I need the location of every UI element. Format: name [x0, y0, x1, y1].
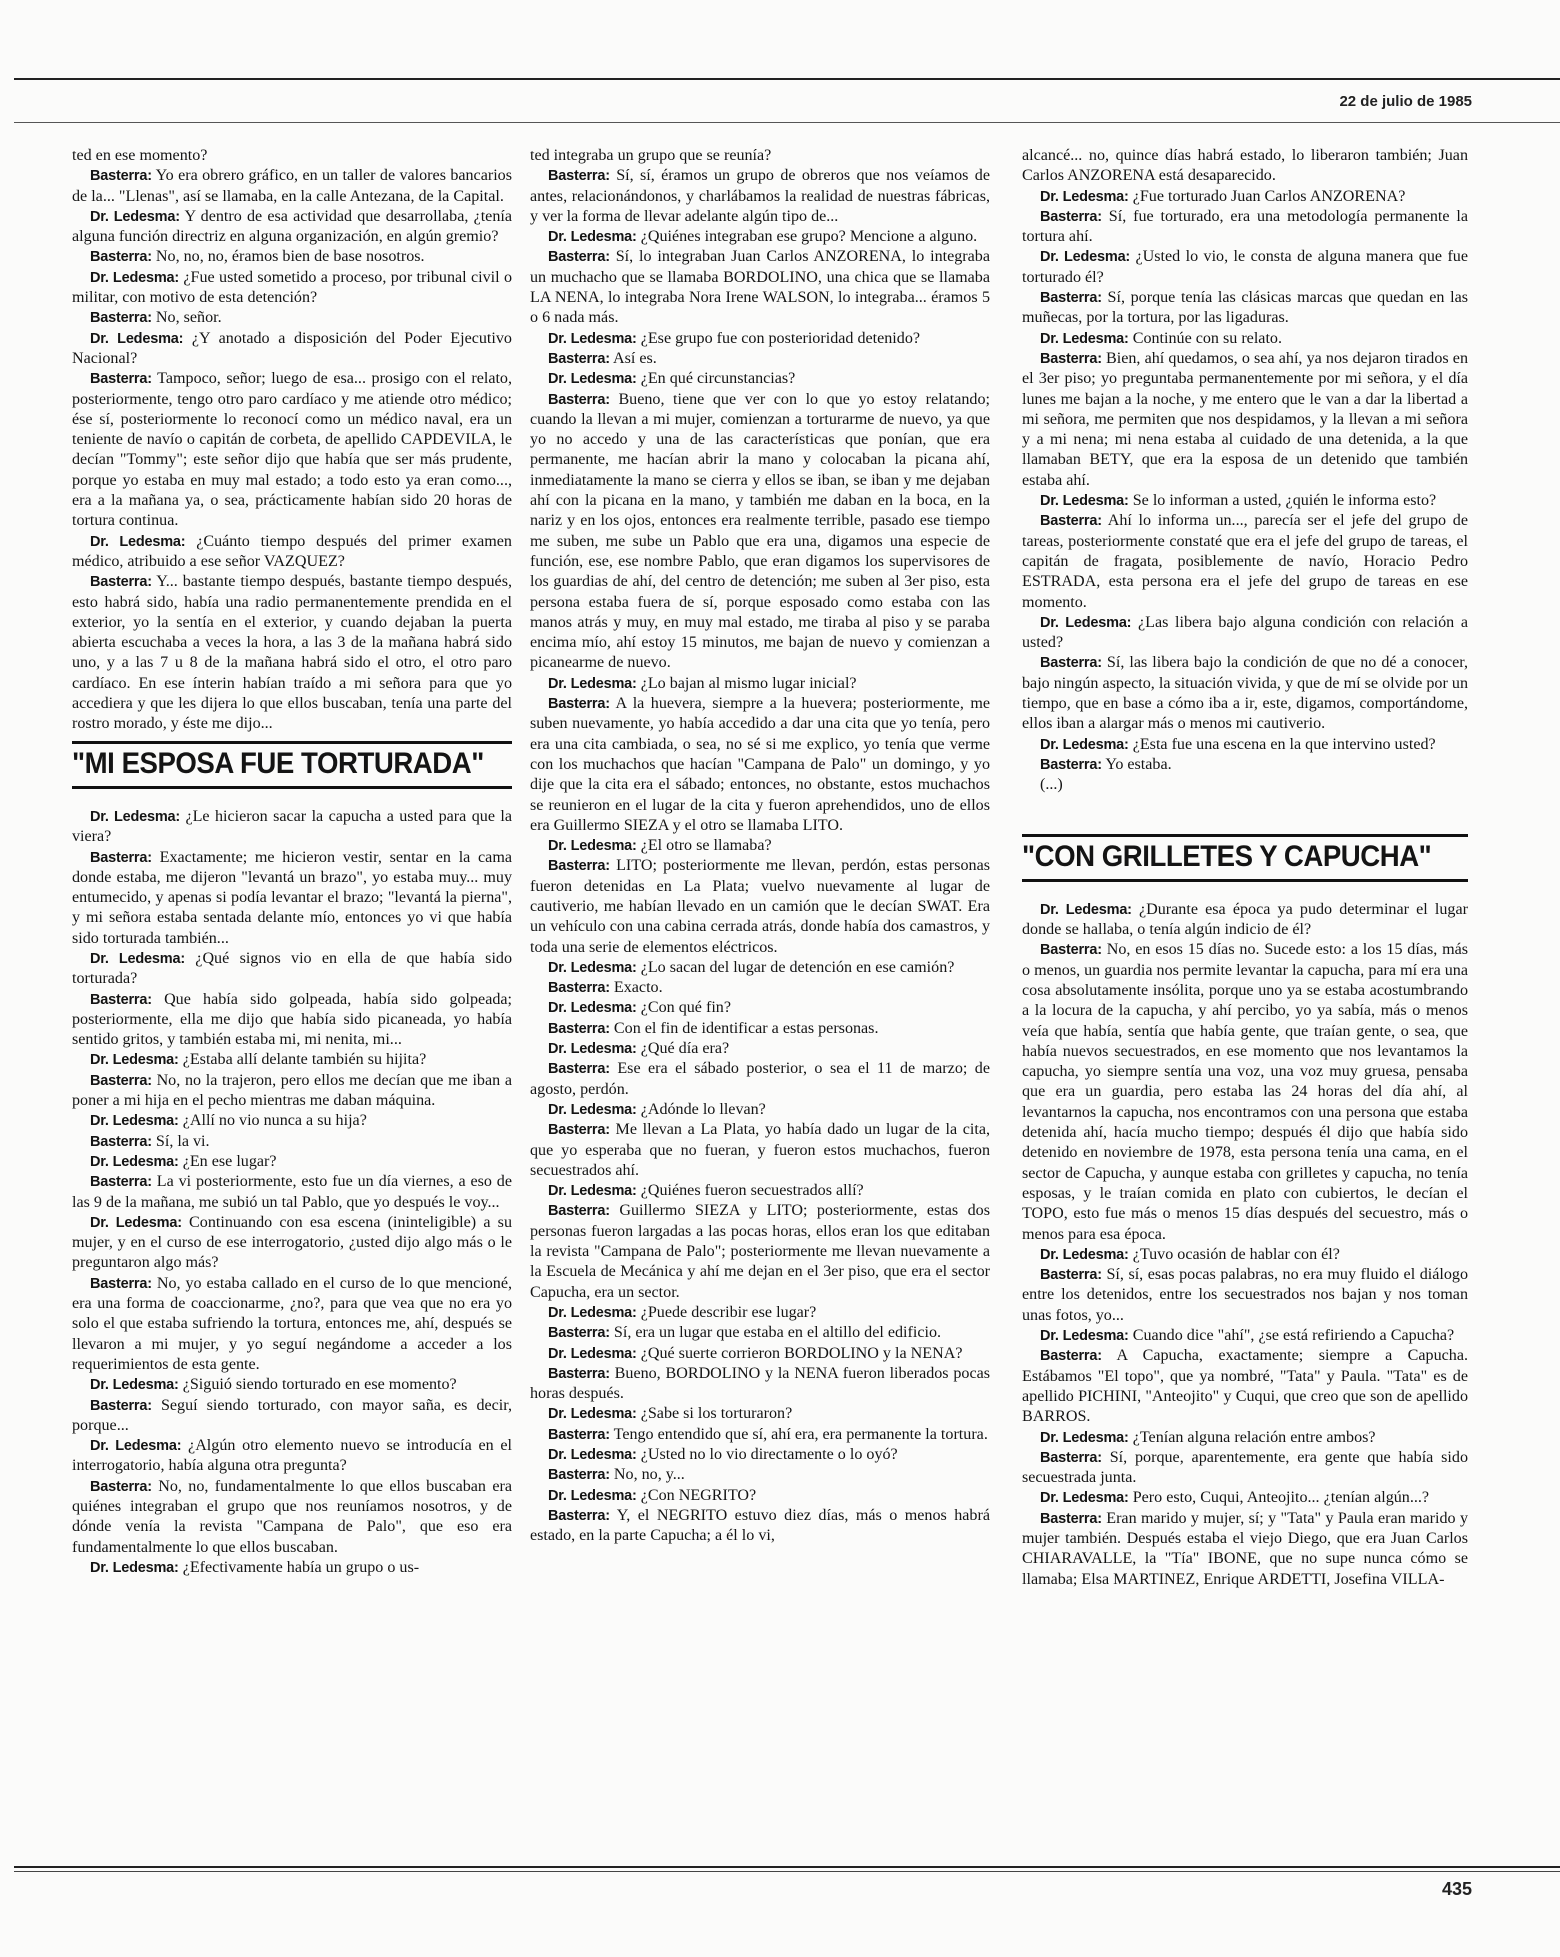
paragraph: Basterra: Exacto. [548, 979, 663, 997]
paragraph: Dr. Ledesma: ¿Con NEGRITO? [548, 1486, 757, 1504]
bottom-rule-thin [14, 1871, 1560, 1872]
column-3 [1022, 146, 1468, 1590]
paragraph: Dr. Ledesma: ¿Le hicieron sacar la capucha a usted para que la viera? [72, 807, 512, 846]
paragraph: Basterra: Yo estaba. [1040, 755, 1172, 773]
paragraph: Dr. Ledesma: ¿Quiénes fueron secuestrados allí? [548, 1182, 864, 1200]
paragraph: Basterra: Tampoco, señor; luego de esa... prosigo con el relato, posteriormente, tengo otro paro cardíaco y me atiende otro médico; ése sí, posteriormente lo reconocí como un médico naval, era un teniente de navío o capitán de corbeta, de apellido CAPDEVILA, le decían "Tommy"; este señor dijo que había que ser más prudente, porque yo estaba en muy mal estado; a todo esto ya eran como..., era a la mañana ya, o sea, prácticamente habían sido 20 horas de tortura continua. [72, 370, 512, 530]
paragraph: ted en ese momento? [72, 147, 208, 164]
paragraph: Basterra: Eran marido y mujer, sí; y "Tata" y Paula eran marido y mujer también. Después estaba el viejo Diego, que era Juan Carlos CHIARAVALLE, la "Tía" IBONE, que no supe nunca cómo se llamaba; Elsa MARTINEZ, Enrique ARDETTI, Josefina VILLA- [1022, 1509, 1469, 1588]
paragraph: Dr. Ledesma: ¿Esta fue una escena en la que intervino usted? [1040, 735, 1436, 753]
paragraph: Basterra: Que había sido golpeada, había sido golpeada; posteriormente, ella me dijo que había sido picaneada, yo había sentido gritos, y también estaba mi, mi nenita, mi... [72, 990, 512, 1049]
speaker-basterra: Basterra: [90, 574, 152, 591]
paragraph: Dr. Ledesma: ¿Cuánto tiempo después del primer examen médico, atribuido a ese señor VAZQUEZ? [72, 532, 512, 570]
paragraph: Dr. Ledesma: ¿Con qué fin? [548, 999, 731, 1017]
paragraph: Basterra: Bueno, tiene que ver con lo que yo estoy relatando; cuando la llevan a mi mujer, comienzan a torturarme de nuevo, ya que yo no accedo y una de las características que ponían, que era permanente, me hacían abrir la mano y colocaban la picana ahí, inmediatamente la mano se cierra y ellos se iban, se iban y me dejaban ahí con la picana en la mano, y también me daban en la boca, en la nariz y en los ojos, entonces era realmente terrible, pasado ese tiempo me suben, me sube un Pablo que era una, digamos una especie de función, ese, ese nombre Pablo, que eran digamos los supervisores de los guardias de ahí, del centro de detención; me suben al 3er piso, esta persona estaba fuera de sí, porque esposado como estaba con las manos atrás y muy, en muy mal estado, me tiraba al piso y se paraba encima mío, ahí estoy 15 minutos, me bajan de nuevo y comienzan a picanearme de nuevo. [530, 390, 990, 672]
section-heading: "MI ESPOSA FUE TORTURADA" [72, 746, 484, 780]
paragraph: Dr. Ledesma: ¿Qué día era? [548, 1040, 730, 1058]
paragraph: Basterra: Sí, era un lugar que estaba en el altillo del edificio. [548, 1324, 942, 1342]
paragraph: Basterra: Seguí siendo torturado, con mayor saña, es decir, porque... [72, 1396, 512, 1434]
speaker-basterra: Basterra: [90, 371, 152, 388]
paragraph: Dr. Ledesma: ¿Siguió siendo torturado en ese momento? [90, 1376, 457, 1394]
paragraph: Basterra: No, no, no, éramos bien de base nosotros. [90, 248, 425, 266]
paragraph: Basterra: Yo era obrero gráfico, en un taller de valores bancarios de la... "Llenas", así se llamaba, en la calle Antezana, de la Capital. [72, 167, 512, 205]
section-heading: "CON GRILLETES Y CAPUCHA" [1022, 839, 1432, 873]
paragraph: Dr. Ledesma: ¿Puede describir ese lugar? [548, 1303, 817, 1321]
paragraph: Basterra: Sí, las libera bajo la condición de que no dé a conocer, bajo ningún aspecto, la situación vivida, y que de mí se olvide por un tiempo, que en base a cómo iba a ir, este, digamos, comportándome, ellos iban a alargar más o menos mi cautiverio. [1022, 654, 1468, 733]
paragraph: Basterra: Ese era el sábado posterior, o sea el 11 de marzo; de agosto, perdón. [530, 1060, 990, 1098]
paragraph: Dr. Ledesma: ¿Allí no vio nunca a su hija? [90, 1112, 367, 1130]
paragraph: Basterra: A Capucha, exactamente; siempre a Capucha. Estábamos "El topo", que ya nombré, "Tata" y Paula. "Tata" es de apellido PICHINI, "Anteojito" y Cuqui, que creo que son de apellido BARROS. [1022, 1347, 1469, 1426]
paragraph: Basterra: No, en esos 15 días no. Sucede esto: a los 15 días, más o menos, un guardia nos permite levantar la capucha, para mí era una cosa absolutamente insólita, porque uno ya se estaba acostumbrando a la locura de la capucha, y ahí percibo, yo ya sabía, más o menos veía que había, sentía que había gente, que traían gente, o sea, que había nuevos secuestrados, en ese momento que nos levantamos la capucha, yo siempre sentía una voz, una voz muy gruesa, pensaba que era un guardia, pero estaba las 24 horas del día ahí, al levantarnos la capucha, nos encontramos con una persona que estaba detenida ahí, hacía mucho tiempo; después él dijo que había sido detenido en noviembre de 1978, esta persona tenía una cama, en el sector de Capucha, y aunque estaba con grilletes y capucha, no tenía esposas, y le traían comida en plato con cubiertos, le decían el TOPO, esto fue más o menos 15 días después del secuestro, más o menos para esa época. [1022, 941, 1468, 1243]
paragraph: (...) [1040, 776, 1063, 794]
paragraph: Dr. Ledesma: ¿Usted lo vio, le consta de alguna manera que fue torturado él? [1022, 248, 1468, 286]
paragraph: Basterra: No, yo estaba callado en el curso de lo que mencioné, era una forma de coaccionarme, ¿no?, para que vea que no era yo solo el que estaba sufriendo la tortura, entonces me, ahí, después se llevaron a mi mujer, y yo seguí negándome a acceder a los requerimientos de esta gente. [72, 1274, 512, 1373]
paragraph: Basterra: Tengo entendido que sí, ahí era, era permanente la tortura. [548, 1425, 988, 1443]
header-rule [14, 122, 1560, 123]
paragraph: Dr. Ledesma: ¿Fue torturado Juan Carlos ANZORENA? [1040, 187, 1406, 205]
speaker-ledesma: Dr. Ledesma: [90, 533, 186, 550]
paragraph: Dr. Ledesma: Se lo informan a usted, ¿quién le informa esto? [1040, 492, 1437, 510]
paragraph: Basterra: Bien, ahí quedamos, o sea ahí, ya nos dejaron tirados en el 3er piso; yo preguntaba permanentemente por mi señora, y el día lunes me bajan a la noche, y me entero que le van a dar la libertad a mi señora, me permiten que nos despidamos, y la llevan a mi señora y a mi nena; mi nena estaba al cuidado de una detenida, a la que llamaban BETY, que era la esposa de un detenido que también estaba ahí. [1022, 349, 1468, 489]
paragraph: Dr. Ledesma: ¿En ese lugar? [90, 1152, 277, 1170]
paragraph: Dr. Ledesma: ¿Lo bajan al mismo lugar inicial? [548, 674, 857, 692]
paragraph: Dr. Ledesma: ¿Usted no lo vio directamente o lo oyó? [548, 1446, 898, 1463]
speaker-ledesma: Dr. Ledesma: [90, 269, 180, 286]
page-number: 435 [1441, 1879, 1472, 1899]
speaker-basterra: Basterra: [90, 249, 152, 266]
column-1 [72, 146, 512, 1578]
paragraph: Dr. Ledesma: ¿Ese grupo fue con posterioridad detenido? [548, 329, 921, 347]
paragraph: Basterra: Sí, lo integraban Juan Carlos ANZORENA, lo integraba un muchacho que se llamaba BORDOLINO, una chica que se llamaba LA NENA, lo integraba Nora Irene WALSON, lo integraba... éramos 5 o 6 nada más. [530, 248, 990, 327]
paragraph: Basterra: A la huevera, siempre a la huevera; posteriormente, me suben nuevamente, yo había accedido a dar una cita que yo tenía, pero era una cita cambiada, o sea, no sé si me explico, yo tenía que verme con los muchachos que hacían "Campana de Palo" un domingo, y yo dije que la cita era el sábado; entonces, no obstante, estos muchachos se reunieron en el lugar de la cita y fueron aprehendidos, uno de ellos era Guillermo SIEZA y el otro se llamaba LITO. [530, 695, 991, 834]
paragraph: Dr. Ledesma: ¿Quiénes integraban ese grupo? Mencione a alguno. [548, 228, 978, 246]
paragraph: Dr. Ledesma: ¿Tuvo ocasión de hablar con él? [1040, 1245, 1340, 1263]
paragraph: Dr. Ledesma: ¿El otro se llamaba? [548, 837, 772, 855]
paragraph: Basterra: Y, el NEGRITO estuvo diez días, más o menos habrá estado, en la parte Capucha; a él lo vi, [530, 1506, 990, 1545]
paragraph: Dr. Ledesma: Continúe con su relato. [1040, 329, 1282, 347]
paragraph: Basterra: No, no la trajeron, pero ellos me decían que me iban a poner a mi hija en el pecho mientras me daban máquina. [72, 1071, 512, 1110]
paragraph: Basterra: Me llevan a La Plata, yo había dado un lugar de la cita, que yo esperaba que no fueran, y fueron estos muchachos, fueron secuestrados ahí. [530, 1121, 991, 1179]
paragraph: Dr. Ledesma: ¿Las libera bajo alguna condición con relación a usted? [1022, 613, 1468, 652]
paragraph: Dr. Ledesma: ¿Adónde lo llevan? [548, 1100, 766, 1118]
paragraph: Dr. Ledesma: ¿En qué circunstancias? [548, 370, 796, 388]
top-rule [14, 78, 1560, 80]
paragraph: ted integraba un grupo que se reunía? [530, 147, 772, 164]
paragraph: Basterra: No, señor. [90, 309, 222, 327]
paragraph: Basterra: Bueno, BORDOLINO y la NENA fueron liberados pocas horas después. [530, 1364, 990, 1403]
paragraph: Basterra: Guillermo SIEZA y LITO; posteriormente, estas dos personas fueron largadas a las pocas horas, ellos eran los que editaban la revista "Campana de Palo"; posteriormente me llevan nuevamente a la Escuela de Mecánica y ahí me dejan en el 3er piso, que era el sector Capucha, era un sector. [530, 1202, 990, 1301]
bottom-rule [14, 1866, 1560, 1868]
paragraph: Dr. Ledesma: Y dentro de esa actividad que desarrollaba, ¿tenía alguna función directriz en alguna organización, en algún gremio? [72, 207, 512, 246]
paragraph: Basterra: Sí, sí, éramos un grupo de obreros que nos veíamos de antes, relacionándonos, y charlábamos la realidad de nuestras fábricas, y ver la forma de llevar adelante algún tipo de... [530, 167, 990, 225]
paragraph: alcancé... no, quince días habrá estado, lo liberaron también; Juan Carlos ANZORENA está desaparecido. [1022, 147, 1468, 185]
paragraph: Dr. Ledesma: ¿Qué signos vio en ella de que había sido torturada? [72, 949, 513, 988]
paragraph: Basterra: Sí, sí, esas pocas palabras, no era muy fluido el diálogo entre los detenidos, entre los secuestrados nos bajan y nos toman unas fotos, yo... [1022, 1266, 1468, 1324]
paragraph: Dr. Ledesma: ¿Durante esa época ya pudo determinar el lugar donde se hallaba, o tenía algún indicio de él? [1022, 900, 1468, 939]
speaker-basterra: Basterra: [90, 310, 152, 327]
paragraph: Basterra: Sí, la vi. [90, 1132, 210, 1150]
paragraph: Dr. Ledesma: ¿Estaba allí delante también su hijita? [90, 1051, 427, 1069]
paragraph: Dr. Ledesma: ¿Tenían alguna relación entre ambos? [1040, 1428, 1376, 1446]
paragraph: Basterra: Exactamente; me hicieron vestir, sentar en la cama donde estaba, me dijeron "levantá un brazo", yo estaba muy... muy entumecido, y apenas si podía levantar el brazo; "levantá la pierna", y mi señora estaba sentada delante mío, entonces yo vi que había sido torturada también... [72, 848, 512, 947]
paragraph: Dr. Ledesma: ¿Efectivamente había un grupo o us- [90, 1558, 420, 1576]
column-2 [530, 146, 990, 1546]
paragraph: Basterra: Sí, fue torturado, era una metodología permanente la tortura ahí. [1022, 207, 1468, 246]
section-heading-box [72, 741, 512, 789]
speaker-ledesma: Dr. Ledesma: [90, 208, 180, 225]
paragraph: Basterra: Así es. [548, 349, 657, 367]
paragraph: Dr. Ledesma: Continuando con esa escena (ininteligible) a su mujer, y en el curso de ese interrogatorio, ¿usted dijo algo más o le preguntaron algo más? [72, 1213, 512, 1272]
speaker-ledesma: Dr. Ledesma: [90, 330, 184, 347]
paragraph: Basterra: Ahí lo informa un..., parecía ser el jefe del grupo de tareas, posteriormente constaté que era el jefe del grupo de tareas, el capitán de fragata, posiblemente de navío, Horacio Pedro ESTRADA, esta persona era el jefe del grupo de tareas en ese momento. [1022, 512, 1468, 611]
paragraph: Basterra: La vi posteriormente, esto fue un día viernes, a eso de las 9 de la mañana, me subió un tal Pablo, que yo después le voy... [72, 1173, 512, 1211]
paragraph: Dr. Ledesma: ¿Lo sacan del lugar de detención en ese camión? [548, 958, 955, 976]
paragraph: Basterra: Sí, porque, aparentemente, era gente que había sido secuestrada junta. [1022, 1448, 1468, 1487]
paragraph: Dr. Ledesma: Pero esto, Cuqui, Anteojito... ¿tenían algún...? [1040, 1489, 1430, 1507]
speaker-basterra: Basterra: [90, 168, 152, 185]
paragraph: Dr. Ledesma: ¿Sabe si los torturaron? [548, 1405, 793, 1423]
paragraph: Basterra: LITO; posteriormente me llevan, perdón, estas personas fueron detenidas en La Plata; vuelvo nuevamente al lugar de cautiverio, me habían llevado en un camión que le decían SWAT. Era un vehículo con una cabina cerrada atrás, donde había dos camastros, y toda una serie de elementos eléctricos. [530, 857, 990, 956]
paragraph: Basterra: Con el fin de identificar a estas personas. [548, 1019, 879, 1037]
paragraph: Basterra: Y... bastante tiempo después, bastante tiempo después, esto habrá sido, había una radio permanentemente prendida en el exterior, yo la sentía en el exterior, y cuando dejaban la puerta abierta escuchaba a veces la hora, a las 3 de la mañana habrá sido uno, y a las 7 u 8 de la mañana habrá sido el otro, el otro paro cardíaco. En ese ínterin habían traído a mi señora para que yo accediera y que les dijera lo que ellos buscaban, tenía una parte del rostro morado, y éste me dijo... [72, 573, 512, 733]
paragraph: Basterra: No, no, y... [548, 1466, 685, 1484]
paragraph: Dr. Ledesma: ¿Fue usted sometido a proceso, por tribunal civil o militar, con motivo de esta detención? [72, 268, 512, 307]
paragraph: Basterra: Sí, porque tenía las clásicas marcas que quedan en las muñecas, por la tortura, por las ligaduras. [1022, 289, 1469, 327]
paragraph: Dr. Ledesma: ¿Qué suerte corrieron BORDOLINO y la NENA? [548, 1344, 963, 1362]
section-heading-box [1022, 834, 1468, 882]
paragraph: Basterra: No, no, fundamentalmente lo que ellos buscaban era quiénes integraban el grupo que nos reuníamos nosotros, y de dónde venía la revista "Campana de Palo", que eso era fundamentalmente lo que ellos buscaban. [72, 1477, 512, 1556]
paragraph: Dr. Ledesma: Cuando dice "ahí", ¿se está refiriendo a Capucha? [1040, 1327, 1455, 1345]
issue-date: 22 de julio de 1985 [1339, 93, 1472, 110]
paragraph: Dr. Ledesma: ¿Algún otro elemento nuevo se introducía en el interrogatorio, había alguna otra pregunta? [72, 1437, 512, 1475]
paragraph: Dr. Ledesma: ¿Y anotado a disposición del Poder Ejecutivo Nacional? [72, 329, 512, 367]
